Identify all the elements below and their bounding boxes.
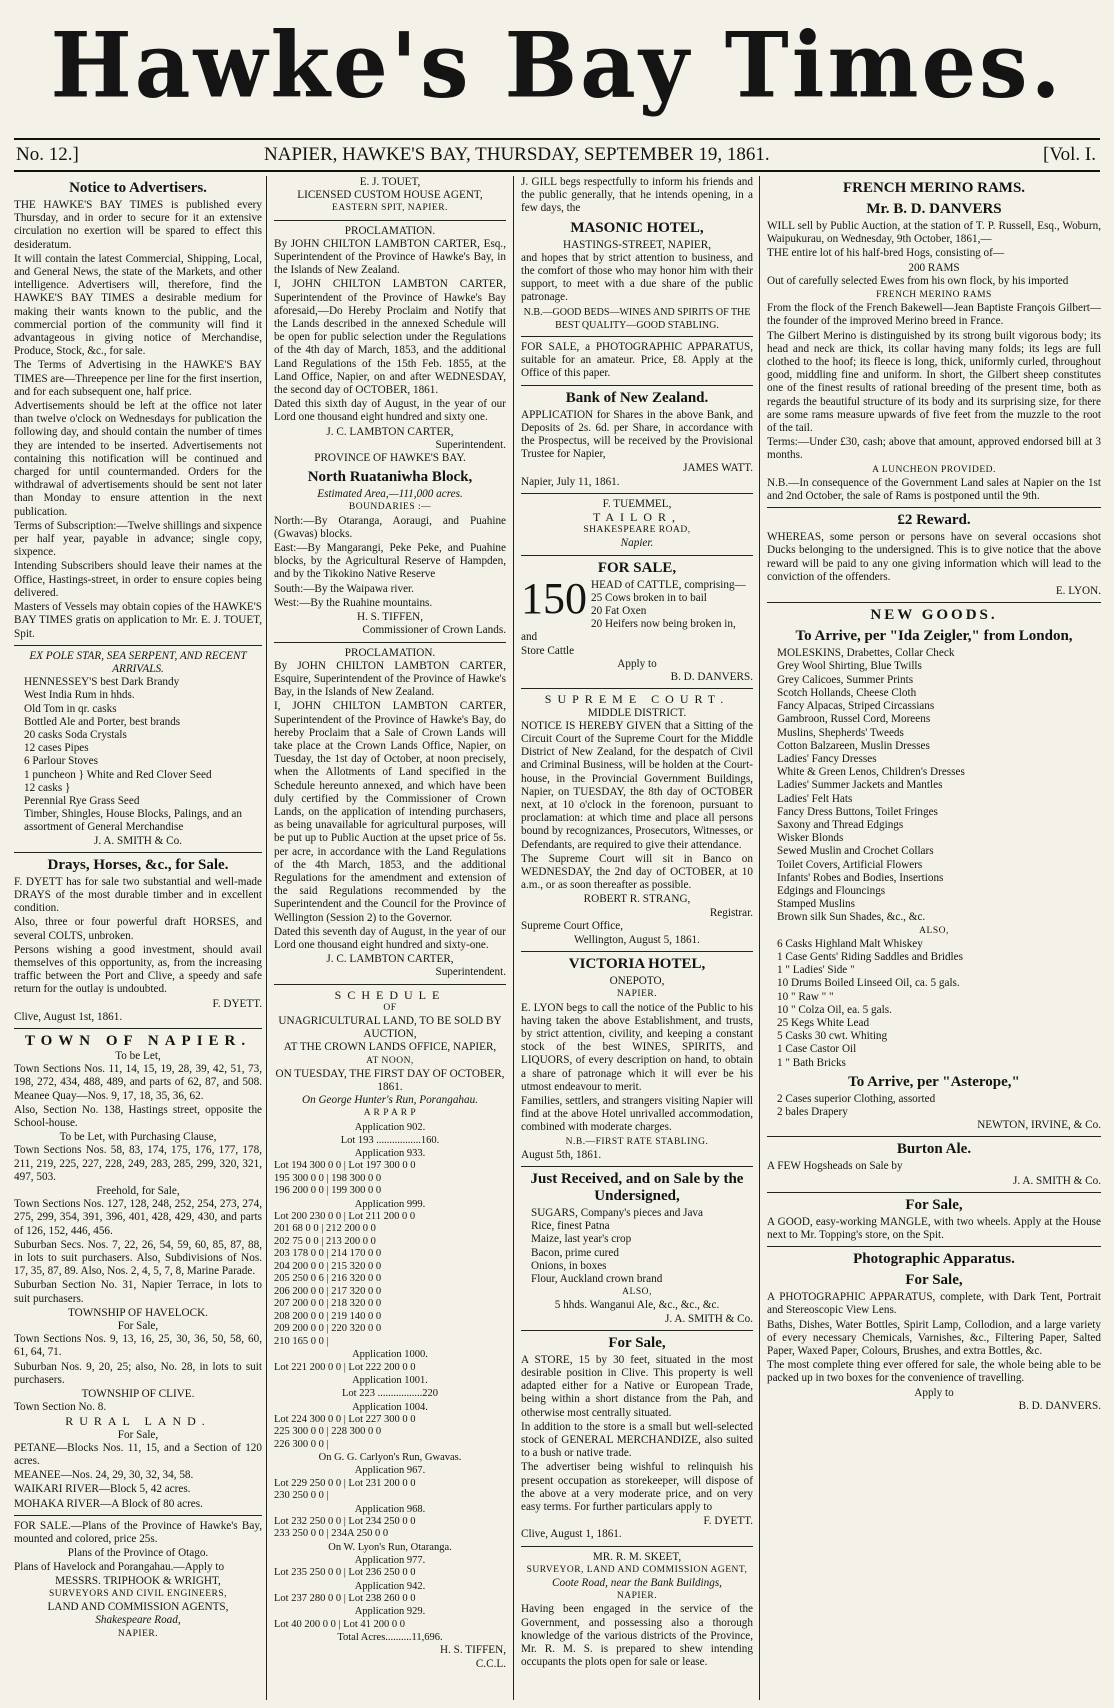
town-text: Suburban Secs. Nos. 7, 22, 26, 54, 59, 60, 85, 87, 88, in lots to suit purchasers. Also, Subdivisions of Nos. 17, 35, 87, 89. Also, Nos. 2, 4, 5, 7, 8, Marine Parade. <box>14 1238 262 1278</box>
bank-date: Napier, July 11, 1861. <box>521 475 620 488</box>
rural-text: MOHAKA RIVER—A Block of 80 acres. <box>14 1497 203 1510</box>
list-item: Stamped Muslins <box>777 898 856 911</box>
column-1 <box>14 176 262 1700</box>
list-item: Muslins, Shepherds' Tweeds <box>777 726 904 739</box>
list-item: White & Green Lenos, Children's Dresses <box>777 766 965 779</box>
drays-sign: F. DYETT. <box>212 997 262 1010</box>
masonic-text: and hopes that by strict attention to business, and the comfort of those who may honor him with their support, to meet with a due share of the public patronage. <box>521 251 753 304</box>
column-3 <box>521 176 753 1700</box>
schedule-row: On G. G. Carlyon's Run, Gwavas. <box>318 1452 462 1464</box>
court-text: NOTICE IS HEREBY GIVEN that a Sitting of the Circuit Court of the Supreme Court for the Middle District of New Zealand, for the despatch of Civil and Criminal Business, will be holden at the Court-house, in the Provincial Government Buildings, Napier, on TUESDAY, the 8th day of OCTOBER next, at 10 o'clock in the forenoon, pursuant to proclamation: at which time and place all persons bound by recognizances, Prosecutors, Witnesses, or Defendants, are required to give their attendance. <box>521 719 753 851</box>
victoria-title: VICTORIA HOTEL, <box>568 956 706 973</box>
merino-text: Out of carefully selected Ewes from his own flock, by his imported <box>767 274 1069 287</box>
proc2-by: By JOHN CHILTON LAMBTON CARTER, Esquire, Superintendent of the Province of Hawke's Bay, in the Islands of New Zealand. <box>274 659 506 699</box>
schedule-row: Total Acres..........11,696. <box>337 1632 443 1644</box>
photo-title: Photographic Apparatus. <box>853 1251 1015 1268</box>
list-item: 25 Kegs White Lead <box>777 1016 870 1029</box>
schedule-row: 206 200 0 0 | 217 320 0 0 <box>274 1285 382 1297</box>
list-item: 10 " Raw " " <box>777 990 834 1003</box>
burton-sign: J. A. SMITH & Co. <box>1013 1174 1101 1187</box>
list-item: Bottled Ale and Porter, best brands <box>24 715 181 728</box>
court-office: Supreme Court Office, <box>521 919 624 932</box>
list-item: Scotch Hollands, Cheese Cloth <box>777 686 917 699</box>
drays-text: Also, three or four powerful draft HORSES, and several COLTS, unbroken. <box>14 916 262 942</box>
notice-text: Intending Subscribers should leave their names at the Office, Hastings-street, in order to ensure copies being delivered. <box>14 560 262 599</box>
tailor-role: TAILOR, <box>592 510 682 525</box>
divider <box>767 1192 1101 1193</box>
list-item: HEAD of CATTLE, comprising— <box>591 578 746 591</box>
schedule-row: Lot 223 .................220 <box>342 1388 438 1400</box>
list-item: Flour, Auckland crown brand <box>531 1273 663 1286</box>
list-item: 12 casks } <box>24 781 71 794</box>
list-item: Saxony and Thread Edgings <box>777 818 904 831</box>
store-text: A STORE, 15 by 30 feet, situated in the most desirable position in Clive. This property is well adapted either for a Native or European Trade, being within a short distance from the Pah, and otherwise most centrally situated. <box>521 1353 753 1419</box>
cattle-ad <box>521 573 753 658</box>
just-also: ALSO, <box>622 1287 652 1298</box>
store-date: Clive, August 1, 1861. <box>521 1528 622 1541</box>
aster-sign: NEWTON, IRVINE, & Co. <box>977 1119 1101 1132</box>
reward-sign: E. LYON. <box>1055 585 1101 598</box>
bank-sign: JAMES WATT. <box>683 462 753 475</box>
list-item: 12 cases Pipes <box>24 742 89 755</box>
bound-role: Commissioner of Crown Lands. <box>362 624 506 637</box>
block-area: Estimated Area,—111,000 acres. <box>317 488 463 501</box>
proc2-title: PROCLAMATION. <box>344 646 436 659</box>
notice-text: Terms of Subscription:—Twelve shillings and sixpence per half year, payable in advance; single copy, sixpence. <box>14 519 262 559</box>
town-text: Town Sections Nos. 58, 83, 174, 175, 176, 177, 178, 211, 219, 225, 227, 228, 249, 283, 285, 299, 320, 321, 497, 503. <box>14 1144 262 1183</box>
schedule-row: Application 977. <box>354 1555 426 1567</box>
notice-text: THE HAWKE'S BAY TIMES is published every Thursday, and in order to secure for it an extensive circulation no exertion will be spared to effect this desideratum. <box>14 199 262 251</box>
schedule-row: 208 200 0 0 | 219 140 0 0 <box>274 1310 382 1322</box>
court-sign: ROBERT R. STRANG, <box>583 893 691 906</box>
masonic-title: MASONIC HOTEL, <box>570 219 704 236</box>
list-item: Old Tom in qr. casks <box>24 702 117 715</box>
rural-text: MEANEE—Nos. 24, 29, 30, 32, 34, 58. <box>14 1469 194 1482</box>
divider <box>521 1330 753 1331</box>
schedule-row: Lot 40 200 0 0 | Lot 41 200 0 0 <box>274 1618 406 1630</box>
schedule-row: 196 200 0 0 | 199 300 0 0 <box>274 1185 382 1197</box>
sale-sign: B. D. DANVERS. <box>670 671 753 684</box>
list-item: Store Cattle <box>521 644 575 657</box>
burton-text: A FEW Hogsheads on Sale by <box>767 1160 903 1173</box>
divider <box>521 1166 753 1167</box>
divider <box>274 984 506 985</box>
proc1-by: By JOHN CHILTON LAMBTON CARTER, Esq., Superintendent of the Province of Hawke's Bay, in the Islands of New Zealand. <box>274 237 506 277</box>
photo-text: The most complete thing ever offered for sale, the whole being able to be packed up in two boxes for the convenience of travelling. <box>767 1359 1101 1385</box>
store-sign: F. DYETT. <box>703 1515 753 1528</box>
schedule-row: Lot 224 300 0 0 | Lot 227 300 0 0 <box>274 1413 416 1425</box>
just-ale: 5 hhds. Wanganui Ale, &c., &c., &c. <box>554 1299 720 1312</box>
schedule-row: Lot 235 250 0 0 | Lot 236 250 0 0 <box>274 1567 416 1579</box>
schedule-row: Lot 200 230 0 0 | Lot 211 200 0 0 <box>274 1210 416 1222</box>
sched-date: ON TUESDAY, THE FIRST DAY OF OCTOBER, 1861. <box>275 1067 505 1093</box>
town-let: To be Let, <box>115 1049 161 1062</box>
town-text: Also, Section No. 138, Hastings street, opposite the School-house. <box>14 1103 262 1129</box>
column-2 <box>274 176 506 1700</box>
aster-title: To Arrive, per "Asterope," <box>848 1073 1020 1090</box>
arp-header: A R P A R P <box>363 1108 417 1119</box>
list-item: 20 casks Soda Crystals <box>24 728 127 741</box>
skeet-town: NAPIER. <box>616 1591 658 1602</box>
ex-sign: J. A. SMITH & Co. <box>94 834 182 847</box>
just-title: Just Received, and on Sale by the Undersigned, <box>530 1171 744 1204</box>
list-item: Fancy Dress Buttons, Toilet Fringes <box>777 805 938 818</box>
schedule-row: 205 250 0 6 | 216 320 0 0 <box>274 1273 382 1285</box>
list-item: 2 Cases superior Clothing, assorted <box>777 1092 936 1105</box>
victoria-sub: ONEPOTO, <box>609 975 665 988</box>
schedule-row: 225 300 0 0 | 228 300 0 0 <box>274 1426 382 1438</box>
list-item: 1 " Ladies' Side " <box>777 964 855 977</box>
plans-text: Plans of the Province of Otago. <box>67 1547 209 1560</box>
schedule-row: 209 200 0 0 | 220 320 0 0 <box>274 1323 382 1335</box>
merino-imp: FRENCH MERINO RAMS <box>876 290 992 301</box>
sched-noon: AT NOON, <box>366 1055 414 1066</box>
list-item: Ladies' Summer Jackets and Mantles <box>777 779 943 792</box>
goods-title: NEW GOODS. <box>870 607 998 624</box>
rural-text: PETANE—Blocks Nos. 11, 15, and a Section of 120 acres. <box>14 1441 262 1468</box>
masonic-addr: HASTINGS-STREET, NAPIER, <box>562 238 712 251</box>
divider <box>767 602 1101 603</box>
sched-title: SCHEDULE <box>334 987 446 1002</box>
aster-items <box>777 1093 1101 1119</box>
victoria-date: August 5th, 1861. <box>521 1148 602 1161</box>
divider <box>521 1546 753 1547</box>
schedule-row: 204 200 0 0 | 215 320 0 0 <box>274 1260 382 1272</box>
schedule-row: Application 933. <box>354 1148 426 1160</box>
list-item: Edgings and Flouncings <box>777 884 886 897</box>
list-item: 6 Parlour Stoves <box>24 755 98 768</box>
list-item: 25 Cows broken in to bail <box>591 591 707 604</box>
store-text: In addition to the store is a small but well-selected stock of GENERAL MERCHANDIZE, also suited to a bush or native trade. <box>521 1420 753 1460</box>
clive-text: Town Section No. 8. <box>14 1401 107 1414</box>
proc1-dated: Dated this sixth day of August, in the year of our Lord one thousand eight hundred and sixty one. <box>274 398 506 424</box>
column-4 <box>767 176 1101 1700</box>
bound-text: South:—By the Waipawa river. <box>274 582 414 595</box>
schedule-row: Application 999. <box>354 1198 426 1210</box>
notice-text: The Terms of Advertising in the HAWKE'S BAY TIMES are—Threepence per line for the first insertion, and for each subsequent one, half price. <box>14 359 262 398</box>
divider <box>767 507 1101 508</box>
list-item: 1 Case Castor Oil <box>777 1043 857 1056</box>
bound-title: BOUNDARIES :— <box>348 502 432 513</box>
burton-title: Burton Ale. <box>896 1141 972 1158</box>
list-item: 1 puncheon } White and Red Clover Seed <box>24 768 212 781</box>
merino-text: The Gilbert Merino is distinguished by its strong built vigorous body; its head and neck are thick, its collar having many folds; its legs are full clothed to the hoof; its fleece is long, thick, uniformly curled, throughout good, middling fine and uniform. In short, the Gilbert sheep constitutes one of the finest results of rational breeding of the present time, both as regards the beautiful structure of its body and its surprising size, for there are some rams measure upwards of five feet from the muzzle to the root of the tail. <box>767 329 1101 435</box>
touet-addr: EASTERN SPIT, NAPIER. <box>332 203 448 214</box>
goods-items <box>777 647 1101 924</box>
photo-sale: For Sale, <box>905 1272 963 1289</box>
drays-title: Drays, Horses, &c., for Sale. <box>47 856 229 873</box>
sched-at: AT THE CROWN LANDS OFFICE, NAPIER, <box>283 1041 497 1054</box>
list-item: Ladies' Fancy Dresses <box>777 752 877 765</box>
list-item: Wisker Blonds <box>777 832 844 845</box>
merino-text: THE entire lot of his half-bred Hogs, consisting of— <box>767 247 1005 260</box>
drays-text: Persons wishing a good investment, should avail themselves of this opportunity, as, from the increasing traffic between the Port and Clive, a speedy and safe return for the outlay is undoubted. <box>14 943 262 996</box>
list-item: 5 Casks 30 cwt. Whiting <box>777 1030 888 1043</box>
schedule-rows <box>274 1121 506 1645</box>
list-item: Timber, Shingles, House Blocks, Palings, and an assortment of General Merchandise <box>24 808 242 834</box>
place-date: NAPIER, HAWKE'S BAY, THURSDAY, SEPTEMBER 19, 1861. <box>264 144 770 165</box>
schedule-row: Application 942. <box>354 1580 426 1592</box>
list-item: Brown silk Sun Shades, &c., &c. <box>777 911 926 924</box>
plans-text: FOR SALE.—Plans of the Province of Hawke's Bay, mounted and colored, price 25s. <box>14 1519 262 1546</box>
victoria-nb: N.B.—FIRST RATE STABLING. <box>565 1136 709 1147</box>
plans-sub: SURVEYORS AND CIVIL ENGINEERS, <box>48 1588 228 1599</box>
havelock-text: Town Sections Nos. 9, 13, 16, 25, 30, 36, 50, 58, 60, 61, 64, 71. <box>14 1333 262 1359</box>
plans-sub2: LAND AND COMMISSION AGENTS, <box>47 1601 229 1614</box>
ex-items <box>24 676 262 834</box>
ex-title: EX POLE STAR, SEA SERPENT, AND RECENT ARRIVALS. <box>29 649 247 675</box>
bank-title: Bank of New Zealand. <box>565 389 709 406</box>
havelock-title: TOWNSHIP OF HAVELOCK. <box>68 1306 208 1319</box>
block-title: North Ruataniwha Block, <box>307 469 473 486</box>
just-sign: J. A. SMITH & Co. <box>665 1312 753 1325</box>
notice-text: Advertisements should be left at the office not later than twelve o'clock on Wednesdays for publication the following day, and should contain the number of times they are intended to be inserted. Advertisements not containing this notification will be continued and charged for until countermanded. Orders for the withdrawal of advertisements should be sent not later than Monday to ensure attention in the next publication. <box>14 400 262 518</box>
town-text: Suburban Section No. 31, Napier Terrace, in lots to suit purchasers. <box>14 1279 262 1305</box>
cattle-count: 150 <box>521 573 587 623</box>
masonic-nb: N.B.—GOOD BEDS—WINES AND SPIRITS OF THE BEST QUALITY—GOOD STABLING. <box>523 306 751 331</box>
bound-sign: H. S. TIFFEN, <box>357 611 423 624</box>
sched-sub: UNAGRICULTURAL LAND, TO BE SOLD BY AUCTION, <box>278 1014 502 1041</box>
list-item: 10 Drums Boiled Linseed Oil, ca. 5 gals. <box>777 977 960 990</box>
schedule-row: Lot 237 280 0 0 | Lot 238 260 0 0 <box>274 1592 416 1604</box>
list-item: Onions, in boxes <box>531 1259 607 1272</box>
town-text: Town Sections Nos. 127, 128, 248, 252, 254, 273, 274, 275, 299, 354, 391, 396, 401, 428, 429, 430, and parts of 126, 152, 446, 456. <box>14 1198 262 1237</box>
divider <box>521 385 753 386</box>
schedule-row: Application 967. <box>354 1465 426 1477</box>
list-item: Rice, finest Patna <box>531 1220 610 1233</box>
list-item: Ladies' Felt Hats <box>777 792 853 805</box>
schedule-row: 201 68 0 0 | 212 200 0 0 <box>274 1223 376 1235</box>
victoria-text: Families, settlers, and strangers visiting Napier will find at the above Hotel unrivalled accommodation, combined with moderate charges. <box>521 1094 753 1134</box>
town-title: TOWN OF NAPIER. <box>24 1032 252 1049</box>
list-item: 20 Fat Oxen <box>591 605 647 618</box>
photo-apply: Apply to <box>914 1386 954 1399</box>
court-role: Registrar. <box>709 906 753 919</box>
court-dist: MIDDLE DISTRICT. <box>587 706 687 719</box>
schedule-row: 202 75 0 0 | 213 200 0 0 <box>274 1235 376 1247</box>
merino-title: FRENCH MERINO RAMS. <box>842 180 1026 196</box>
bound-text: North:—By Otaranga, Aoraugi, and Puahine (Gwavas) blocks. <box>274 514 506 540</box>
schedule-row: Lot 232 250 0 0 | Lot 234 250 0 0 <box>274 1515 416 1527</box>
schedule-row: Application 968. <box>354 1503 426 1515</box>
list-item: Perennial Rye Grass Seed <box>24 794 140 807</box>
list-item: 2 bales Drapery <box>777 1105 848 1118</box>
plans-sign: MESSRS. TRIPHOOK & WRIGHT, <box>55 1574 221 1587</box>
list-item: Sewed Muslin and Crochet Collars <box>777 845 934 858</box>
column-rule <box>266 176 267 1700</box>
schedule-row: Application 1004. <box>352 1401 428 1413</box>
newspaper-title: Hawke's Bay Times. <box>50 12 1064 119</box>
schedule-row: 210 165 0 0 | <box>274 1335 329 1347</box>
photo-text: Baths, Dishes, Water Bottles, Spirit Lamp, Collodion, and a large variety of every necessary Chemicals, Varnishes, &c., Filtering Paper, Salted Paper, Waxed Paper, Colours, Brushes, and extra Bottles, &c. <box>767 1318 1101 1358</box>
merino-nb: N.B.—In consequence of the Government Land sales at Napier on the 1st and 2nd October, the sale of Rams is postponed until the 9th. <box>767 476 1101 503</box>
drays-date: Clive, August 1st, 1861. <box>14 1010 123 1023</box>
merino-lunch: A LUNCHEON PROVIDED. <box>872 464 996 475</box>
reward-text: WHEREAS, some person or persons have on several occasions shot Ducks belonging to the undersigned. This is to give notice that the above reward will be paid to any one giving information which will lead to the conviction of the offenders. <box>767 531 1101 583</box>
plans-text: Plans of Havelock and Porangahau.—Apply to <box>14 1560 225 1573</box>
divider <box>14 1028 262 1029</box>
divider <box>521 336 753 337</box>
schedule-row: 195 300 0 0 | 198 300 0 0 <box>274 1172 382 1184</box>
skeet-name: MR. R. M. SKEET, <box>592 1550 682 1563</box>
court-text: The Supreme Court will sit in Banco on WEDNESDAY, the 2nd day of OCTOBER, at 10 a.m., or as soon thereafter as possible. <box>521 852 753 892</box>
tailor-town: Napier. <box>620 537 654 550</box>
rural-sale: For Sale, <box>117 1428 159 1441</box>
sched-role: C.C.L. <box>475 1657 506 1670</box>
schedule-row: On W. Lyon's Run, Otaranga. <box>328 1541 452 1553</box>
merino-text: WILL sell by Public Auction, at the station of T. P. Russell, Esq., Woburn, Waipukurau, on Wednesday, 9th October, 1861,— <box>767 220 1101 246</box>
schedule-row: Lot 193 .................160. <box>340 1134 440 1146</box>
volume: [Vol. I. <box>1043 144 1096 165</box>
list-item: 1 " Bath Bricks <box>777 1056 846 1069</box>
merino-rams: 200 RAMS <box>908 261 960 274</box>
town-let2: To be Let, with Purchasing Clause, <box>59 1131 217 1144</box>
divider <box>14 645 262 646</box>
proc1-sup: Superintendent. <box>435 438 506 451</box>
goods-also: ALSO, <box>919 925 949 936</box>
tailor-addr: SHAKESPEARE ROAD, <box>583 525 691 536</box>
havelock-text: Suburban Nos. 9, 20, 25; also, No. 28, in lots to suit purchasers. <box>14 1360 262 1386</box>
list-item: Infants' Robes and Bodies, Insertions <box>777 871 944 884</box>
schedule-row: 207 200 0 0 | 218 320 0 0 <box>274 1298 382 1310</box>
notice-title: Notice to Advertisers. <box>69 180 207 196</box>
photo-sign: B. D. DANVERS. <box>1018 1399 1101 1412</box>
court-title: SUPREME COURT. <box>544 692 730 707</box>
touet-role: LICENSED CUSTOM HOUSE AGENT, <box>297 189 483 202</box>
list-item: 10 " Colza Oil, ea. 5 gals. <box>777 1003 892 1016</box>
divider <box>767 1136 1101 1137</box>
rural-text: WAIKARI RIVER—Block 5, 42 acres. <box>14 1483 191 1496</box>
list-item: 20 Heifers now being broken in, and <box>521 618 736 644</box>
schedule-row: Lot 194 300 0 0 | Lot 197 300 0 0 <box>274 1160 416 1172</box>
schedule-row: 233 250 0 0 | 234A 250 0 0 <box>274 1528 389 1540</box>
gill-text: J. GILL begs respectfully to inform his friends and the public generally, that he intends opening, in a few days, the <box>521 176 753 215</box>
court-date: Wellington, August 5, 1861. <box>574 933 700 946</box>
mangle-title: For Sale, <box>905 1196 963 1213</box>
schedule-row: Application 929. <box>354 1606 426 1618</box>
merino-name: Mr. B. D. DANVERS <box>866 201 1002 217</box>
list-item: Toilet Covers, Artificial Flowers <box>777 858 923 871</box>
column-rule <box>759 176 760 1700</box>
goods-sub: To Arrive, per "Ida Zeigler," from London, <box>795 628 1073 645</box>
run-name: On George Hunter's Run, Porangahau. <box>302 1094 478 1107</box>
list-item: MOLESKINS, Drabettes, Collar Check <box>777 647 955 660</box>
list-item: Grey Calicoes, Summer Prints <box>777 673 914 686</box>
list-item: Maize, last year's crop <box>531 1233 632 1246</box>
schedule-row: Application 902. <box>354 1121 426 1133</box>
schedule-row: 230 250 0 0 | <box>274 1490 329 1502</box>
divider <box>521 555 753 556</box>
proc2-sign: J. C. LAMBTON CARTER, <box>326 953 454 966</box>
list-item: West India Rum in hhds. <box>24 689 135 702</box>
divider <box>274 220 506 221</box>
dateline <box>14 138 1100 172</box>
mangle-text: A GOOD, easy-working MANGLE, with two wheels. Apply at the House next to Mr. Topping's store, on the Spit. <box>767 1215 1101 1241</box>
proc1-text: I, JOHN CHILTON LAMBTON CARTER, Superintendent of the Province of Hawke's Bay aforesaid,—Do Hereby Proclaim and Notify that the Lands described in the annexed Schedule will be open for public selection under the Regulations of the 4th day of March, 1853, and the additional Land Regulations of the 15th Feb. 1855, at the Land Office, Napier, on and after WEDNESDAY, the second day of OCTOBER, 1861. <box>274 278 506 397</box>
divider <box>767 1246 1101 1247</box>
town-free: Freehold, for Sale, <box>96 1185 180 1198</box>
schedule-row: Application 1001. <box>352 1375 428 1387</box>
bound-text: East:—By Mangarangi, Peke Peke, and Puahine blocks, by the Agricultural Reserve of Hampden, and by the Tikokino Native Reserve <box>274 542 506 581</box>
schedule-row: 226 300 0 0 | <box>274 1438 329 1450</box>
sale-apply: Apply to <box>617 657 657 670</box>
schedule-row: 203 178 0 0 | 214 170 0 0 <box>274 1248 382 1260</box>
havelock-sale: For Sale, <box>117 1320 159 1333</box>
notice-text: It will contain the latest Commercial, Shipping, Local, and General News, the state of the Markets, and other intelligence. Advertisers will, therefore, find the HAWKE'S BAY TIMES a desirable medium for making their wants known to the public, and the commercial portion of the community will find it advantageous in giving notice of Merchandise, Produce, Stock, &c., for sale. <box>14 252 262 358</box>
divider <box>521 951 753 952</box>
proc2-sup: Superintendent. <box>435 966 506 979</box>
divider <box>274 642 506 643</box>
clive-title: TOWNSHIP OF CLIVE. <box>81 1388 195 1401</box>
photo-text: A PHOTOGRAPHIC APPARATUS, complete, with Dark Tent, Portrait and Stereoscopic View Lens. <box>767 1291 1101 1317</box>
proc2-text: I, JOHN CHILTON LAMBTON CARTER, Superintendent of the Province of Hawke's Bay, do hereby Proclaim that a Sale of Crown Lands will take place at the Crown Lands Office, Napier, on Tuesday, the 1st day of October, at noon precisely, when the Allotments of Land specified in the Schedule hereunto annexed, and which have been duly certified by the Commissioner of Crown Lands, on the application of intending purchasers, as being unavailable for agricultural purposes, will be put up to Public Auction at the upset price of 5s. per acre, in accordance with the Land Regulations of the 4th March, 1853, and the additional Regulations for the amendment and extension of the said Regulations recommended by the Superintendent and the Council for the Province of Wellington (Session 2) to the Governor. <box>274 700 506 924</box>
victoria-text: E. LYON begs to call the notice of the Public to his having taken the above Establishment, and trusts, by strict attention, civility, and keeping a constant stock of the best WINES, SPIRITS, and LIQUORS, of every description on hand, to obtain a share of patronage which it will ever be his utmost endeavour to merit. <box>521 1001 753 1093</box>
list-item: 1 Case Gents' Riding Saddles and Bridles <box>777 950 963 963</box>
tailor-name: F. TUEMMEL, <box>602 497 672 510</box>
merino-terms: Terms:—Under £30, cash; above that amount, approved endorsed bill at 3 months. <box>767 436 1101 462</box>
list-item: Fancy Alpacas, Striped Circassians <box>777 700 935 713</box>
schedule-row: Application 1000. <box>352 1349 428 1361</box>
list-item: Gambroon, Russel Cord, Moreens <box>777 713 931 726</box>
skeet-text: Having been engaged in the service of the Government, and possessing also a thorough knowledge of the various districts of the Province, Mr. R. M. S. is prepared to shew intending occupants the plots open for sale or lease. <box>521 1603 753 1669</box>
list-item: 6 Casks Highland Malt Whiskey <box>777 937 923 950</box>
bound-text: West:—By the Ruahine mountains. <box>274 596 433 609</box>
victoria-town: NAPIER. <box>616 989 658 1000</box>
sched-of: OF <box>383 1002 397 1013</box>
store-title: For Sale, <box>608 1334 666 1351</box>
skeet-role: SURVEYOR, LAND AND COMMISSION AGENT, <box>526 1564 748 1575</box>
plans-addr: Shakespeare Road, <box>95 1614 181 1627</box>
sched-sign: H. S. TIFFEN, <box>440 1644 506 1657</box>
merino-text: From the flock of the French Bakewell—Jean Baptiste François Gilbert—the founder of the improved Merino breed in France. <box>767 302 1101 328</box>
divider <box>521 493 753 494</box>
sale-title: FOR SALE, <box>597 559 677 576</box>
drays-text: F. DYETT has for sale two substantial and well-made DRAYS of the most durable timber and in excellent condition. <box>14 875 262 915</box>
list-item: SUGARS, Company's pieces and Java <box>531 1207 703 1219</box>
proc2-dated: Dated this seventh day of August, in the year of our Lord one thousand eight hundred and sixty-one. <box>274 925 506 951</box>
column-rule <box>513 176 514 1700</box>
schedule-row: Lot 221 200 0 0 | Lot 222 200 0 0 <box>274 1361 416 1373</box>
town-text: Town Sections Nos. 11, 14, 15, 19, 28, 39, 42, 51, 73, 198, 272, 434, 488, 489, and parts of 62, 87, and 508. Meanee Quay—Nos. 9, 17, 18, 35, 36, 62. <box>14 1063 262 1102</box>
masthead <box>0 0 1114 132</box>
list-item: Grey Wool Shirting, Blue Twills <box>777 660 922 673</box>
bank-text: APPLICATION for Shares in the above Bank, and Deposits of 2s. 6d. per Share, in accordance with the Prospectus, will be received by the Provisional Trustee for Napier, <box>521 408 753 461</box>
store-text: The advertiser being wishful to relinquish his present occupation as storekeeper, will dispose of the above at a very moderate price, and on very easy terms. For further particulars apply to <box>521 1461 753 1514</box>
issue-number: No. 12.] <box>16 144 79 165</box>
divider <box>521 688 753 689</box>
list-item: Bacon, prime cured <box>531 1246 619 1259</box>
schedule-row: Lot 229 250 0 0 | Lot 231 200 0 0 <box>274 1477 416 1489</box>
list-item: Cotton Balzareen, Muslin Dresses <box>777 739 930 752</box>
prov-title: PROVINCE OF HAWKE'S BAY. <box>314 452 466 465</box>
divider <box>14 852 262 853</box>
skeet-addr: Coote Road, near the Bank Buildings, <box>552 1577 722 1590</box>
rural-title: RURAL LAND. <box>65 1414 211 1429</box>
proc1-sign: J. C. LAMBTON CARTER, <box>326 425 454 438</box>
reward-title: £2 Reward. <box>897 512 971 529</box>
photo-text: FOR SALE, a PHOTOGRAPHIC APPARATUS, suitable for an amateur. Price, £8. Apply at the Office of this paper. <box>521 341 753 380</box>
list-item: HENNESSEY'S best Dark Brandy <box>24 676 180 689</box>
divider <box>14 1515 262 1516</box>
goods-items2 <box>777 938 1101 1070</box>
proc1-title: PROCLAMATION. <box>344 224 436 237</box>
touet-name: E. J. TOUET, <box>359 176 421 188</box>
plans-town: NAPIER. <box>117 1628 159 1639</box>
notice-text: Masters of Vessels may obtain copies of the HAWKE'S BAY TIMES gratis on application to Mr. E. J. TOUET, Spit. <box>14 601 262 640</box>
just-items <box>531 1207 753 1286</box>
